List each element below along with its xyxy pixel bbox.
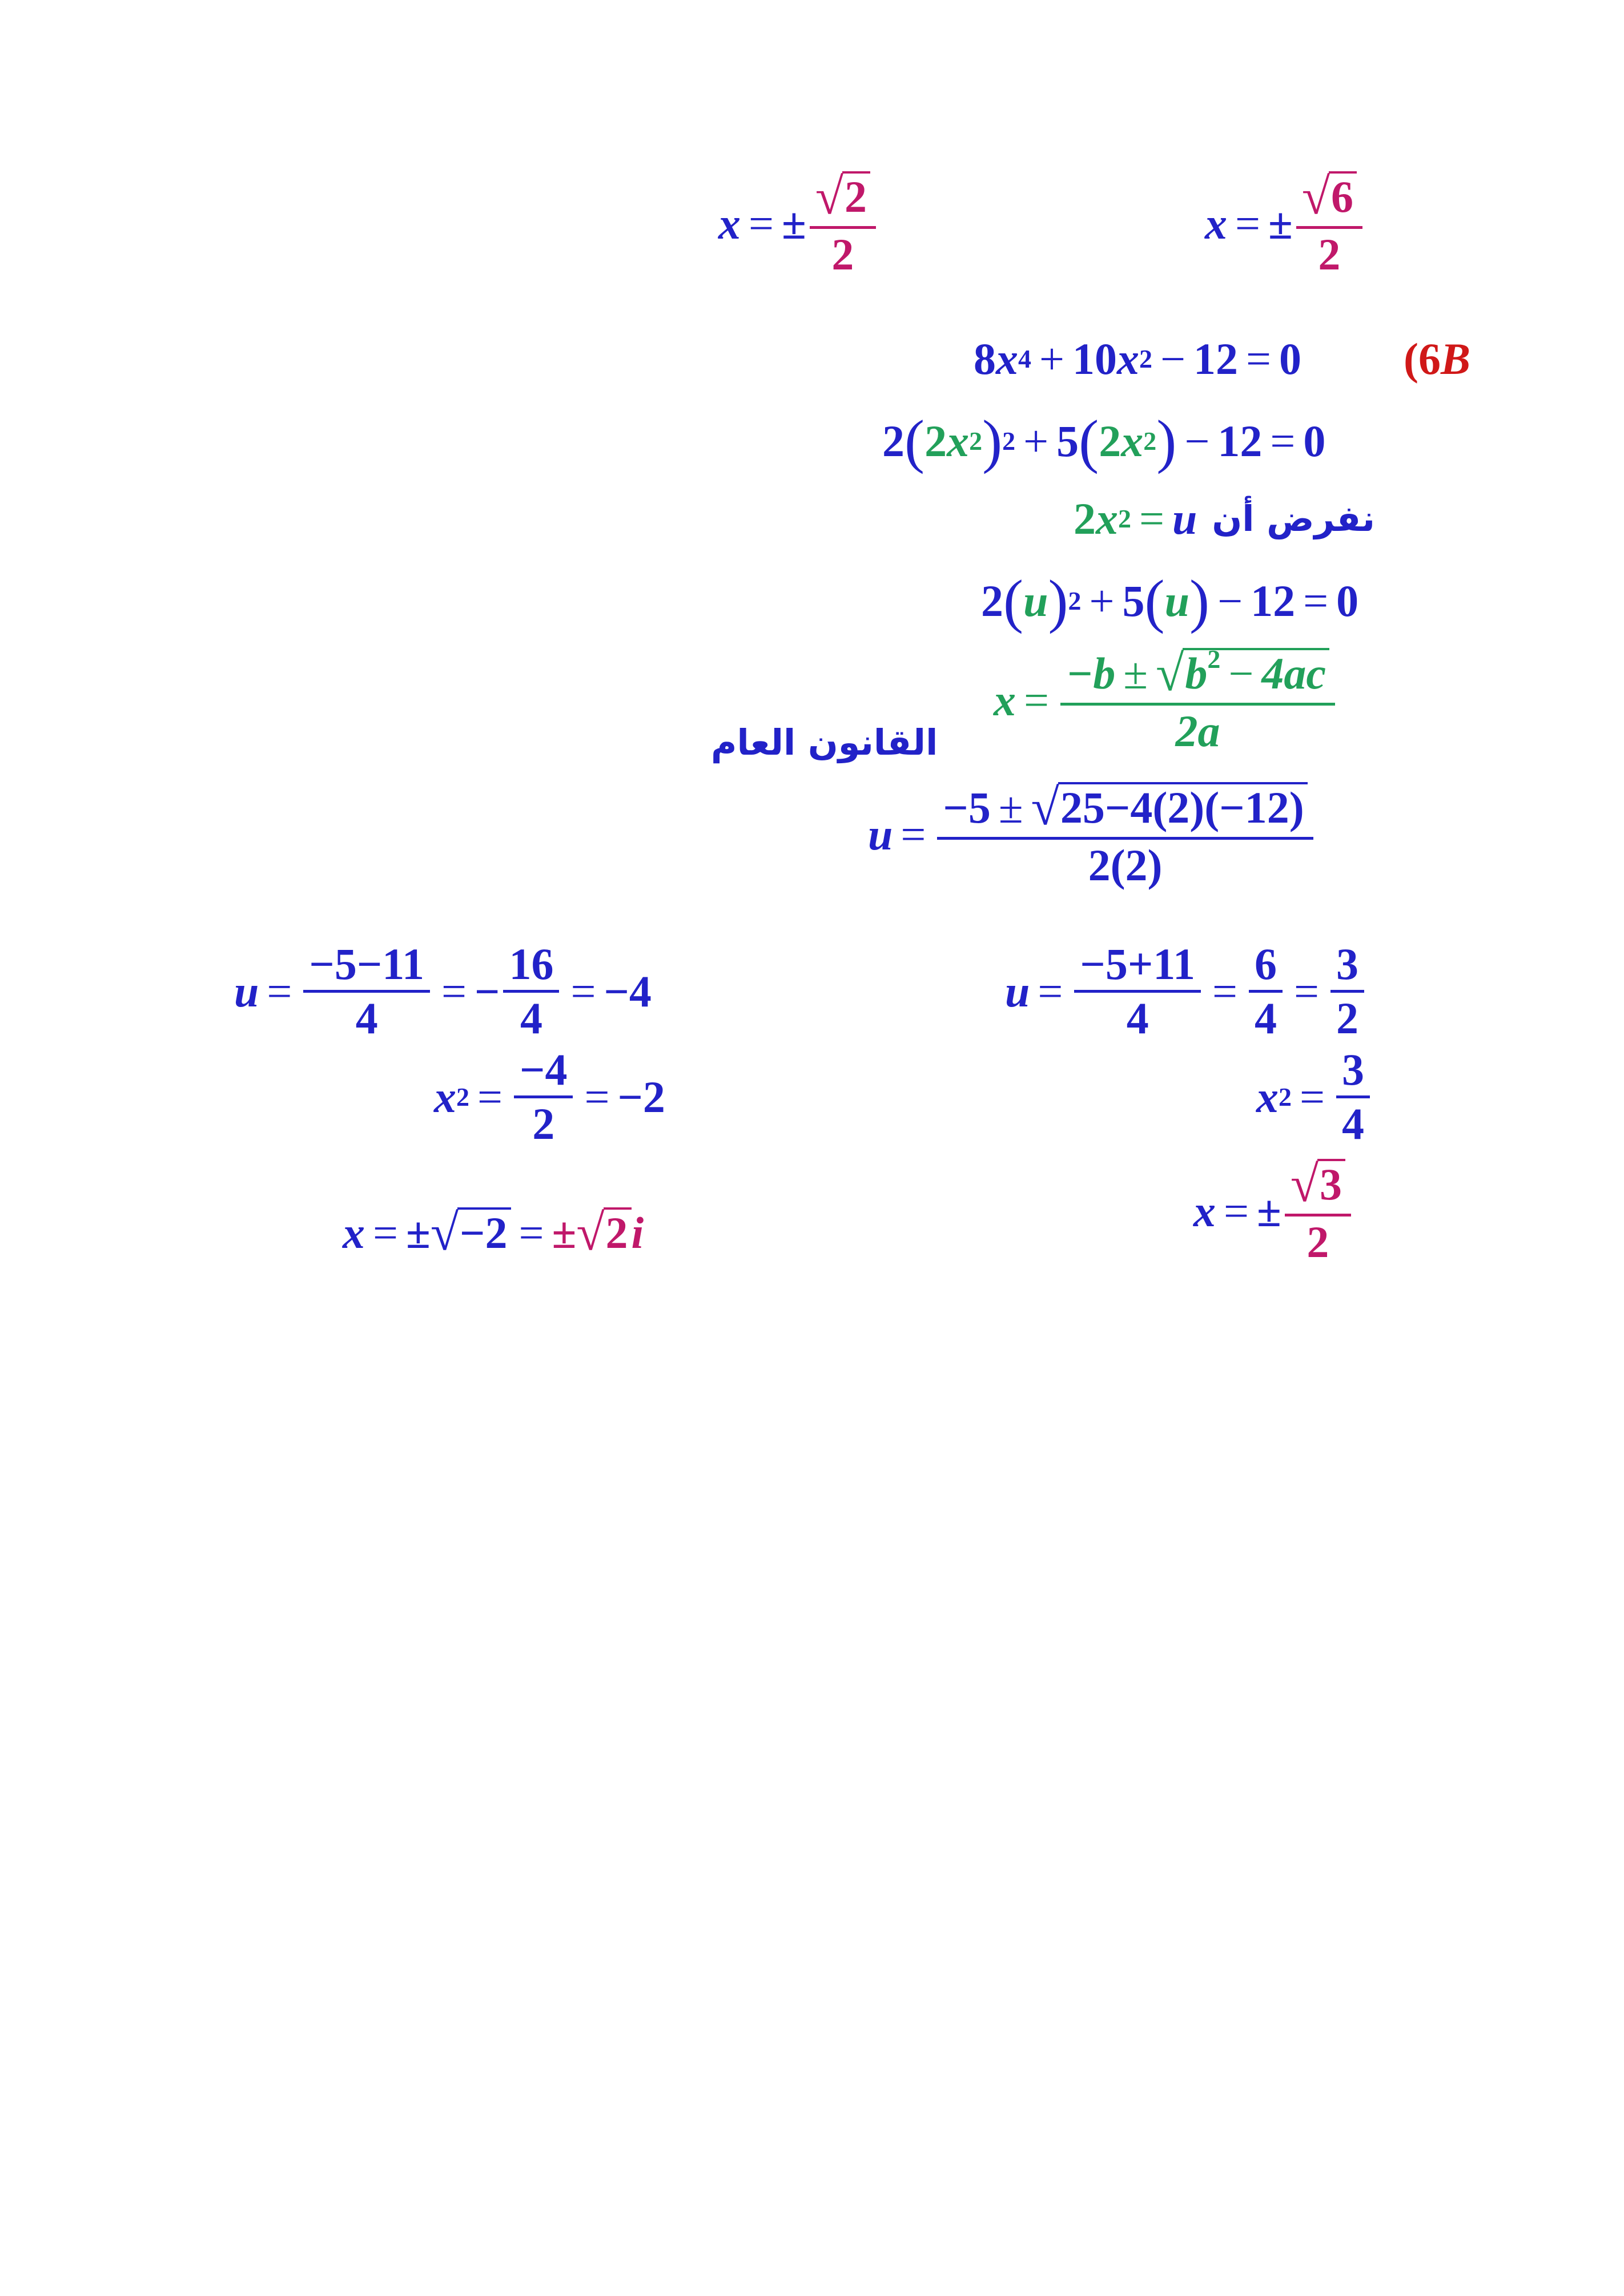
fraction [810, 168, 876, 279]
right-x-line: x = ± √ 3 2 [1193, 1159, 1354, 1264]
equals-sign: = [1235, 199, 1260, 249]
rewritten-equation: 2 ( 2 x 2 ) 2 + 5 ( 2 x 2 ) − 12 = 0 [882, 408, 1326, 474]
u-fraction: −5 ± √ 25−4(2)(−12) 2(2) [937, 782, 1313, 888]
general-formula-label: القانون العام [711, 722, 938, 763]
var-x: x [1205, 199, 1227, 249]
radicand: 2 [842, 171, 870, 223]
problem-equation: 8 x 4 + 10 x 2 − 12 = 0 [974, 334, 1301, 384]
denominator: 2 [831, 229, 854, 279]
square-root: √ $b^2 - 4ac$ [1156, 648, 1329, 699]
fraction: √ 3 2 [1285, 1159, 1351, 1264]
general-formula: x = −b ± √ $b^2 - 4ac$ 2a [994, 648, 1338, 754]
square-root: √ 6 [1302, 171, 1357, 223]
top-left-root [718, 168, 879, 279]
fraction: $\frac{6}{4}$ [1249, 942, 1283, 1041]
square-root: √ 2 [815, 171, 870, 223]
problem-label: ( 6 B [1404, 334, 1471, 384]
fraction [1296, 168, 1362, 279]
square-root: √ −2 [431, 1207, 511, 1259]
fraction: $\frac{16}{4}$ [503, 942, 559, 1041]
u-equation: 2 ( u ) 2 + 5 ( u ) − 12 = 0 [981, 567, 1359, 634]
square-root: √ 25−4(2)(−12) [1031, 782, 1308, 833]
substitution-line: 2 x 2 = u نفرض أن [1074, 494, 1376, 543]
top-right-root [1205, 168, 1366, 279]
plus-minus-sign: ± [1268, 199, 1293, 249]
equals-sign: = [749, 199, 774, 249]
quadratic-fraction: −b ± √ $b^2 - 4ac$ 2a [1060, 648, 1335, 754]
fraction: $\frac{3}{2}$ [1330, 942, 1364, 1041]
left-x-line: x = ± √ −2 = ± √ 2 i [343, 1205, 644, 1261]
plus-minus-sign: ± [782, 199, 806, 249]
var-x: x [718, 199, 741, 249]
fraction: $\frac{-5+11}{4}$ [1074, 942, 1201, 1041]
fraction: $\frac{-5-11}{4}$ [303, 942, 430, 1041]
fraction: $\frac{-4}{2}$ [514, 1048, 573, 1146]
u-formula: u = −5 ± √ 25−4(2)(−12) 2(2) [868, 782, 1317, 888]
left-x2-line: x 2 = $\frac{-4}{2}$ = −2 [434, 1045, 665, 1149]
right-u-line: u = $\frac{-5+11}{4}$ = $\frac{6}{4}$ = $\frac{3}{2}$ [1005, 942, 1368, 1041]
radicand: 6 [1329, 171, 1357, 223]
square-root: √ 3 [1291, 1159, 1345, 1210]
substitution-label: نفرض أن [1212, 498, 1376, 539]
fraction: $\frac{3}{4}$ [1336, 1048, 1370, 1146]
denominator: 2 [1318, 229, 1341, 279]
square-root: √ 2 [576, 1207, 631, 1259]
right-x2-line: x 2 = $\frac{3}{4}$ [1256, 1048, 1373, 1146]
left-u-line: u = $\frac{-5-11}{4}$ = − $\frac{16}{4}$ = −4 [234, 939, 652, 1043]
